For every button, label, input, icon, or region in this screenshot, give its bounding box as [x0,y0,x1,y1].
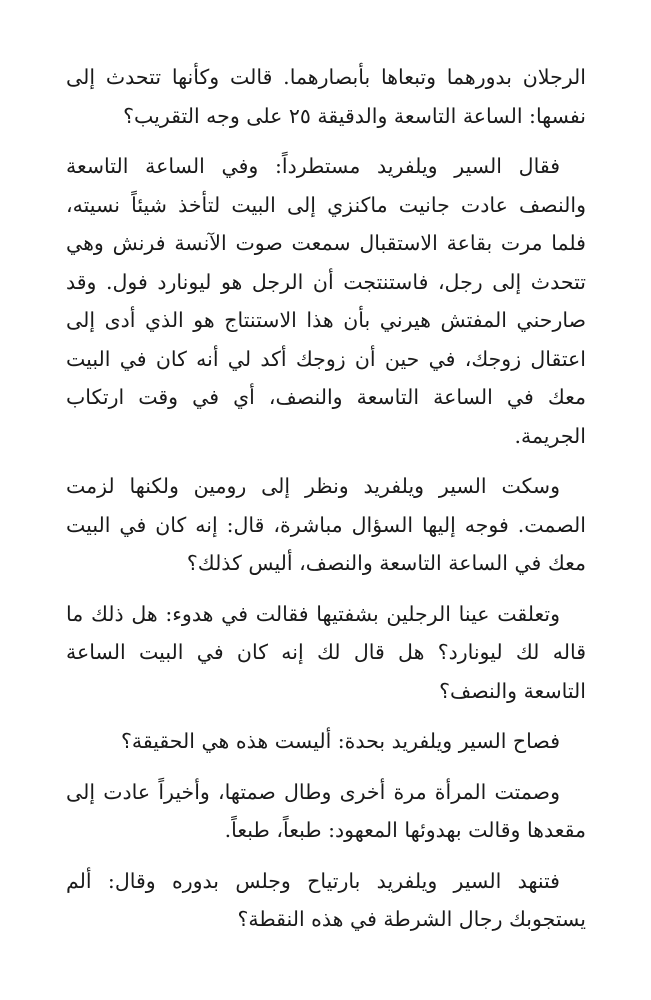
paragraph-1: الرجلان بدورهما وتبعاها بأبصارهما. قالت وكأنها تتحدث إلى نفسها: الساعة التاسعة والدقيقة ٢٥ على وجه التقريب؟ [66,65,586,128]
paragraph-4: وتعلقت عينا الرجلين بشفتيها فقالت في هدوء: هل ذلك ما قاله لك ليونارد؟ هل قال لك إنه كان في البيت الساعة التاسعة والنصف؟ [66,601,586,703]
book-page [66,58,586,951]
paragraph-2: فقال السير ويلفريد مستطرداً: وفي الساعة التاسعة والنصف عادت جانيت ماكنزي إلى البيت لتأخذ شيئاً نسيته، فلما مرت بقاعة الاستقبال سمعت صوت الآنسة فرنش وهي تتحدث إلى رجل، فاستنتجت أن الرجل هو ليونارد فول. وقد صارحني المفتش هيرني بأن هذا الاستنتاج هو الذي أدى إلى اعتقال زوجك، في حين أن زوجك أكد لي أنه كان في البيت معك في الساعة التاسعة والنصف، أي في وقت ارتكاب الجريمة. [66,154,586,448]
paragraph-3: وسكت السير ويلفريد ونظر إلى رومين ولكنها لزمت الصمت. فوجه إليها السؤال مباشرة، قال: إنه كان في البيت معك في الساعة التاسعة والنصف، أليس كذلك؟ [66,474,586,575]
paragraph-6: وصمتت المرأة مرة أخرى وطال صمتها، وأخيراً عادت إلى مقعدها وقالت بهدوئها المعهود: طبعاً، طبعاً. [66,779,586,842]
paragraph-5: فصاح السير ويلفريد بحدة: أليست هذه هي الحقيقة؟ [120,729,560,753]
paragraph-7: فتنهد السير ويلفريد بارتياح وجلس بدوره وقال: ألم يستجوبك رجال الشرطة في هذه النقطة؟ [66,868,586,931]
